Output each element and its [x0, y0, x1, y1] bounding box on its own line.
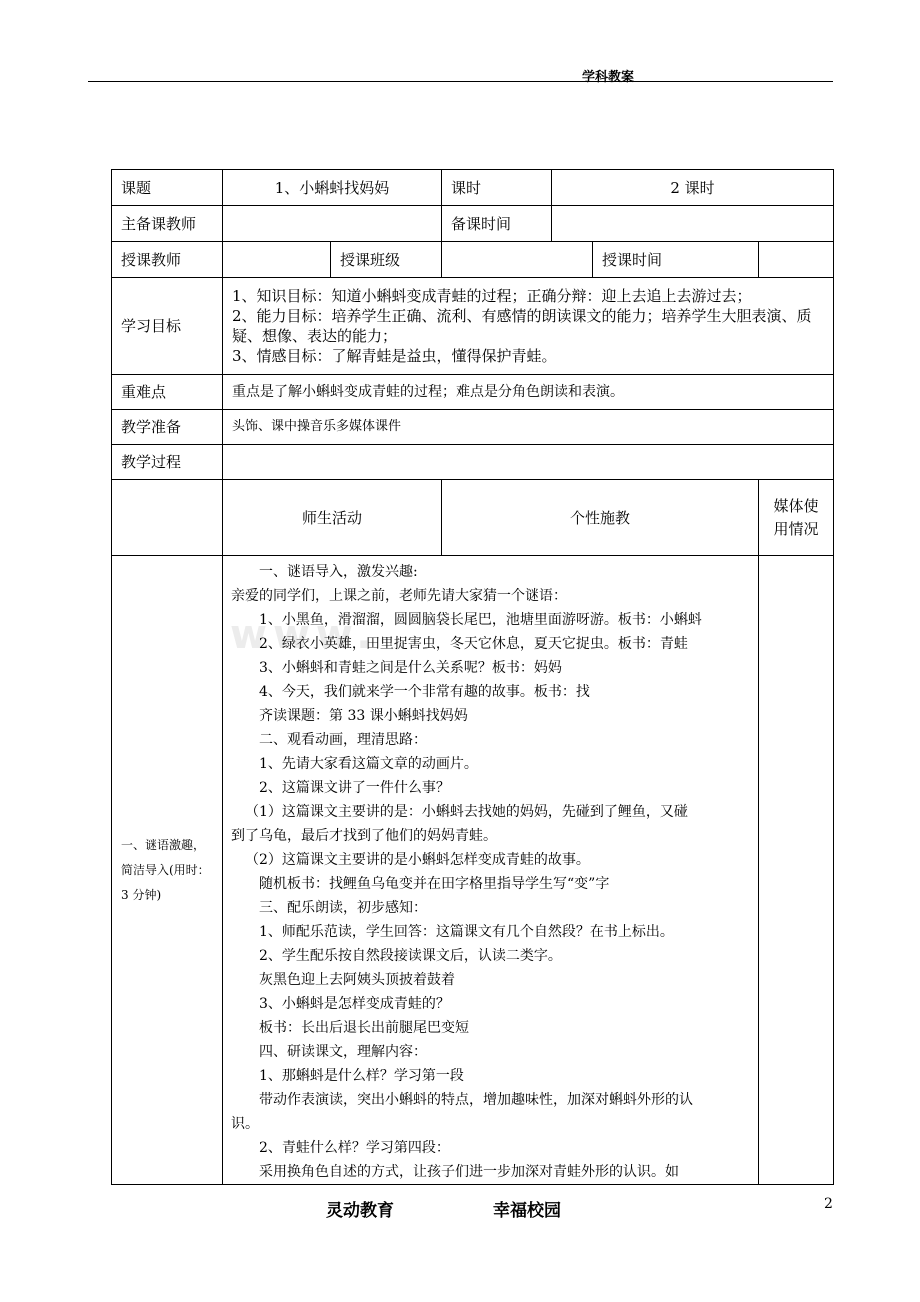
page-number: 2 — [824, 1196, 833, 1212]
proc-line: 灰黑色迎上去阿姨头顶披着鼓着 — [259, 972, 455, 988]
hours-label: 课时 — [442, 170, 552, 206]
proc-line: 2、青蛙什么样？学习第四段： — [259, 1140, 450, 1156]
goals-content — [223, 278, 834, 375]
process-value — [223, 445, 834, 480]
proc-line: 板书：长出后退长出前腿尾巴变短 — [259, 1020, 469, 1036]
topic-value: 1、小蝌蚪找妈妈 — [223, 170, 442, 206]
footer-slogan-right: 幸福校园 — [493, 1201, 561, 1221]
proc-line: 到了乌龟，最后才找到了他们的妈妈青蛙。 — [231, 828, 497, 844]
goal-line: 2、能力目标：培养学生正确、流利、有感情的朗读课文的能力；培养学生大胆表演、质 — [232, 307, 812, 325]
preparation-label: 教学准备 — [112, 410, 223, 445]
topic-label: 课题 — [112, 170, 223, 206]
prep-time-label: 备课时间 — [442, 206, 552, 242]
proc-line: （2）这篇课文主要讲的是小蝌蚪怎样变成青蛙的故事。 — [245, 852, 590, 868]
section-header-blank — [112, 480, 223, 556]
time-value — [759, 242, 834, 278]
proc-line: 一、谜语导入，激发兴趣: — [259, 564, 418, 580]
class-value — [442, 242, 593, 278]
proc-line: 2、这篇课文讲了一件什么事？ — [259, 780, 450, 796]
proc-line: 二、观看动画，理清思路： — [259, 732, 427, 748]
preparation-value: 头饰、课中操音乐多媒体课件 — [223, 410, 834, 445]
hours-value: 2 课时 — [552, 170, 834, 206]
key-points-label: 重难点 — [112, 375, 223, 410]
proc-line: 1、先请大家看这篇文章的动画片。 — [259, 756, 478, 772]
proc-line: 亲爱的同学们，上课之前，老师先请大家猜一个谜语： — [231, 588, 567, 604]
lead-teacher-value — [223, 206, 442, 242]
proc-line: 四、研读课文，理解内容： — [259, 1044, 427, 1060]
proc-line: 2、绿衣小英雄，田里捉害虫，冬天它休息，夏天它捉虫。板书：青蛙 — [259, 636, 688, 652]
proc-line: 1、那蝌蚪是什么样？学习第一段 — [259, 1068, 464, 1084]
lead-teacher-label: 主备课教师 — [112, 206, 223, 242]
process-label: 教学过程 — [112, 445, 223, 480]
proc-line: 识。 — [231, 1116, 259, 1132]
media-content — [759, 556, 834, 1185]
prep-time-value — [552, 206, 834, 242]
individual-column-header: 个性施教 — [442, 480, 759, 556]
activity-column-header: 师生活动 — [223, 480, 442, 556]
class-label: 授课班级 — [331, 242, 442, 278]
proc-line: 3、小蝌蚪是怎样变成青蛙的？ — [259, 996, 450, 1012]
goal-line: 3、情感目标：了解青蛙是益虫，懂得保护青蛙。 — [232, 347, 557, 365]
key-points-value: 重点是了解小蝌蚪变成青蛙的过程；难点是分角色朗读和表演。 — [223, 375, 834, 410]
time-label: 授课时间 — [593, 242, 759, 278]
proc-line: 3、小蝌蚪和青蛙之间是什么关系呢？板书：妈妈 — [259, 660, 562, 676]
lesson-plan-table — [111, 169, 834, 1185]
proc-line: 采用换角色自述的方式，让孩子们进一步加深对青蛙外形的认识。如 — [259, 1164, 679, 1180]
proc-line: 随机板书：找鲤鱼乌龟变并在田字格里指导学生写“变”字 — [259, 876, 610, 892]
proc-line: 带动作表演读，突出小蝌蚪的特点，增加趣味性，加深对蝌蚪外形的认 — [259, 1092, 693, 1108]
teacher-value — [223, 242, 331, 278]
header-rule — [88, 81, 833, 82]
document-header-label: 学科教案 — [582, 70, 635, 85]
media-column-header: 媒体使用情况 — [759, 480, 834, 556]
proc-line: 2、学生配乐按自然段接读课文后，认读二类字。 — [259, 948, 562, 964]
teacher-label: 授课教师 — [112, 242, 223, 278]
goals-label: 学习目标 — [112, 278, 223, 375]
goal-line: 疑、想像、表达的能力； — [232, 327, 398, 345]
watermark: www. — [230, 612, 378, 658]
proc-line: 1、小黑鱼，滑溜溜，圆圆脑袋长尾巴，池塘里面游呀游。板书：小蝌蚪 — [259, 612, 702, 628]
proc-line: 4、今天，我们就来学一个非常有趣的故事。板书：找 — [259, 684, 590, 700]
activity-content — [223, 556, 759, 1185]
proc-line: 三、配乐朗读，初步感知： — [259, 900, 427, 916]
section-label: 一、谜语激趣，简洁导入(用时：3 分钟) — [112, 556, 223, 1185]
footer-slogan-left: 灵动教育 — [326, 1201, 394, 1221]
proc-line: （1）这篇课文主要讲的是：小蝌蚪去找她的妈妈，先碰到了鲤鱼，又碰 — [245, 804, 688, 820]
proc-line: 1、师配乐范读，学生回答：这篇课文有几个自然段？在书上标出。 — [259, 924, 674, 940]
goal-line: 1、知识目标：知道小蝌蚪变成青蛙的过程；正确分辩：迎上去追上去游过去； — [232, 287, 752, 305]
proc-line: 齐读课题：第 33 课小蝌蚪找妈妈 — [259, 708, 468, 724]
